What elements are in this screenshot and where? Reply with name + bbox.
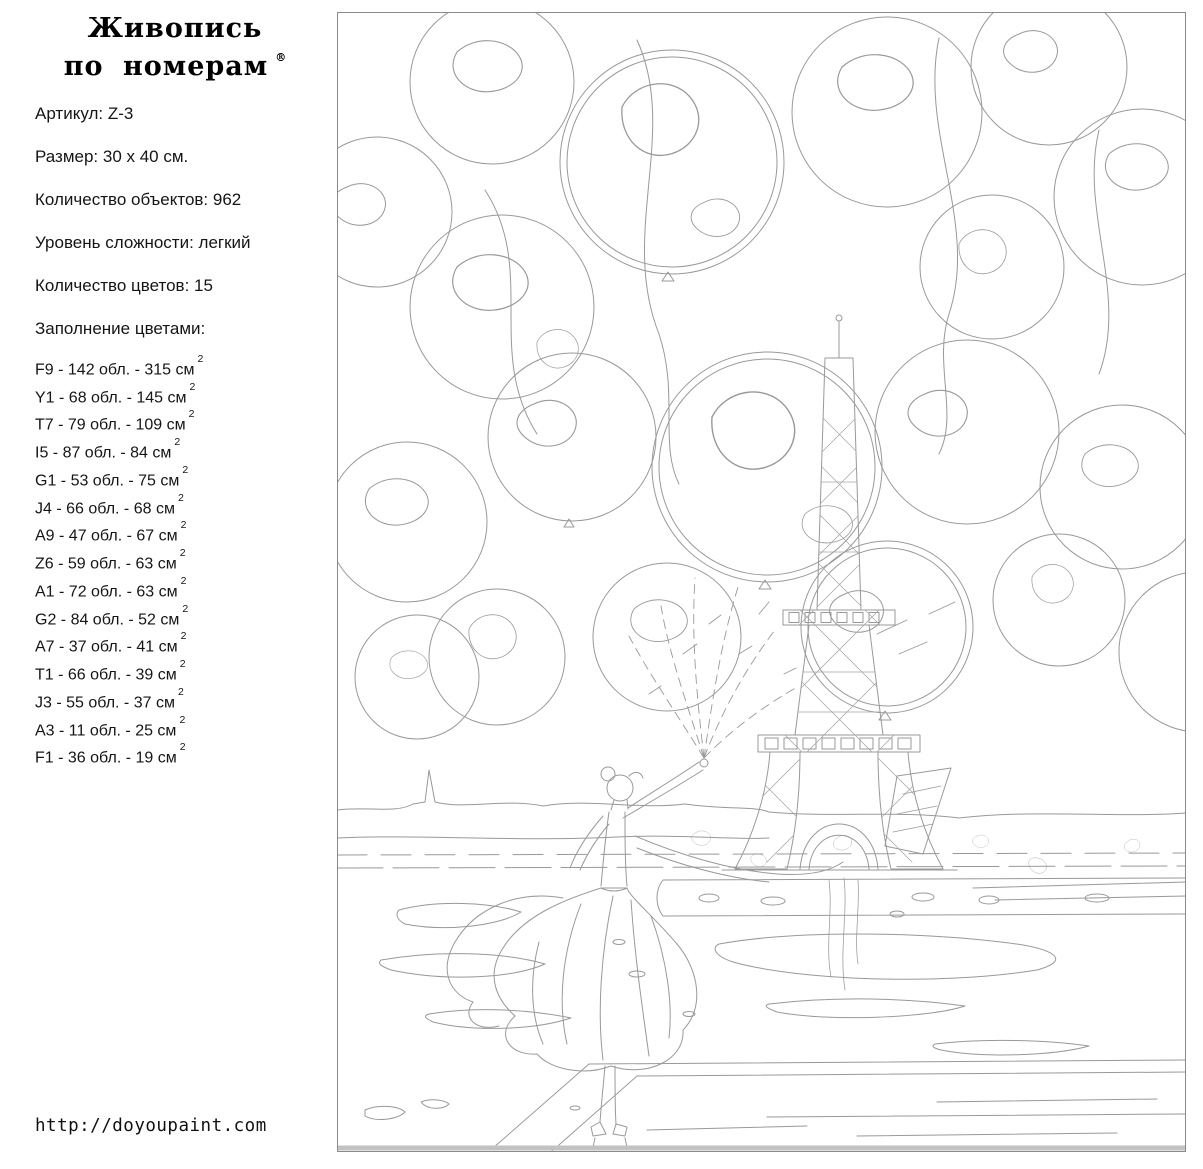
color-usage-text: A3 - 11 обл. - 25 см: [35, 721, 177, 739]
color-usage-sup: 2: [180, 574, 187, 587]
color-usage-text: J3 - 55 обл. - 37 см: [35, 694, 175, 712]
eiffel-tower: [722, 315, 957, 990]
color-usage-text: T1 - 66 обл. - 39 см: [35, 666, 177, 684]
color-usage-text: Y1 - 68 обл. - 145 см: [35, 389, 187, 407]
quay: [365, 1060, 1186, 1152]
color-usage-item: [35, 687, 203, 715]
color-usage-item: [35, 437, 203, 465]
product-details: [35, 104, 251, 353]
girl-figure: [447, 759, 843, 1147]
balloons-group: [337, 12, 1186, 739]
color-usage-item: [35, 659, 203, 687]
detail-size: Размер: 30 x 40 см.: [35, 147, 189, 166]
brand-line1: Живопись: [87, 13, 263, 44]
color-usage-sup: 2: [174, 436, 181, 449]
color-usage-item: [35, 493, 203, 521]
brand-line2: [30, 45, 320, 83]
color-usage-item: [35, 409, 203, 437]
color-usage-text: J4 - 66 обл. - 68 см: [35, 500, 175, 517]
color-usage-sup: 2: [197, 353, 204, 365]
color-usage-item: [35, 465, 203, 493]
color-usage-list: [35, 354, 203, 770]
color-usage-text: I5 - 87 обл. - 84 см: [35, 444, 172, 462]
color-usage-sup: 2: [179, 741, 186, 754]
color-usage-text: F9 - 142 обл. - 315 см: [35, 361, 195, 379]
brand-logo: [30, 12, 320, 83]
color-usage-sup: 2: [177, 685, 184, 698]
color-usage-sup: 2: [179, 547, 186, 560]
color-usage-item: [35, 715, 203, 743]
brand-line2-text: по номерам: [63, 51, 269, 82]
skyline-and-bank: [337, 770, 1186, 916]
tower-lattice: [732, 362, 947, 902]
color-usage-item: [35, 382, 203, 410]
color-usage-text: A7 - 37 обл. - 41 см: [35, 638, 178, 656]
color-usage-text: A1 - 72 обл. - 63 см: [35, 583, 178, 601]
color-usage-item: [35, 520, 203, 548]
site-url: http://doyoupaint.com: [35, 1116, 267, 1136]
color-usage-text: G1 - 53 обл. - 75 см: [35, 472, 180, 490]
registered-trademark: ®: [275, 51, 287, 64]
color-usage-sup: 2: [177, 491, 184, 504]
color-usage-text: Z6 - 59 обл. - 63 см: [35, 555, 177, 573]
color-usage-text: F1 - 36 обл. - 19 см: [35, 749, 177, 767]
color-usage-item: [35, 742, 203, 770]
color-usage-sup: 2: [179, 713, 186, 726]
color-usage-item: [35, 631, 203, 659]
color-usage-item: [35, 576, 203, 604]
detail-objects-count: Количество объектов: 962: [35, 190, 242, 209]
info-panel: [0, 0, 337, 1169]
color-usage-text: A9 - 47 обл. - 67 см: [35, 527, 178, 545]
color-usage-item: [35, 548, 203, 576]
color-usage-sup: 2: [180, 630, 187, 643]
artwork-svg: [337, 12, 1186, 1152]
color-usage-sup: 2: [180, 519, 187, 532]
detail-difficulty: Уровень сложности: легкий: [35, 233, 251, 252]
color-usage-sup: 2: [179, 658, 186, 671]
color-usage-text: G2 - 84 обл. - 52 см: [35, 610, 180, 628]
color-usage-sup: 2: [182, 463, 189, 476]
color-usage-sup: 2: [189, 380, 196, 393]
balloon-strings: [629, 578, 799, 758]
water-reflections: [379, 882, 1186, 1055]
detail-colors-count: Количество цветов: 15: [35, 276, 213, 295]
colors-heading: Заполнение цветами:: [35, 319, 206, 338]
color-usage-sup: 2: [188, 408, 195, 421]
color-usage-item: [35, 604, 203, 632]
detail-article: Артикул: Z-3: [35, 104, 134, 123]
color-usage-text: T7 - 79 обл. - 109 см: [35, 416, 186, 434]
color-usage-sup: 2: [182, 602, 189, 615]
paint-by-numbers-artwork: [337, 12, 1186, 1152]
color-usage-item: [35, 354, 203, 382]
